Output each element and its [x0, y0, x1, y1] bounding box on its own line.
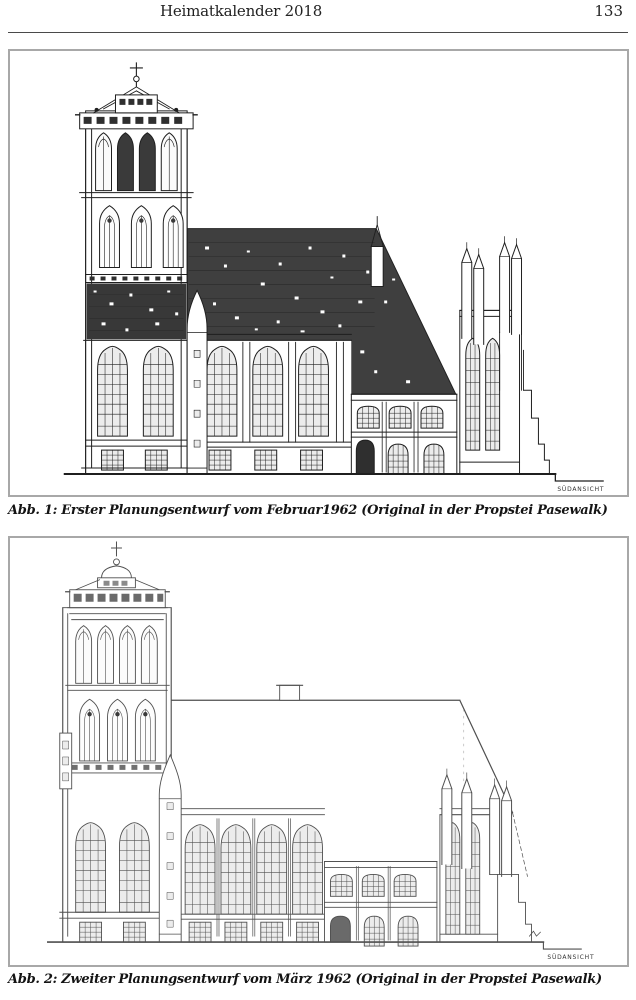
running-header-title: Heimatkalender 2018	[159, 2, 323, 20]
figure-2-frame	[8, 536, 629, 967]
annex-door	[356, 440, 374, 474]
drawing-2-ink-layer	[48, 542, 595, 961]
tower-cross-finial	[130, 63, 142, 87]
stepped-buttress	[524, 390, 550, 474]
figure-2-caption: Abb. 2: Zweiter Planungsentwurf vom März 1962 (Original in der Propstei Pasewalk)	[8, 972, 602, 987]
sudansicht-label: SÜDANSICHT	[557, 486, 605, 494]
drawing-1-ink-layer	[65, 63, 605, 493]
figure-1-frame	[8, 49, 629, 497]
church-south-elevation-drawing-1	[10, 51, 627, 495]
sudansicht-label: SÜDANSICHT	[547, 954, 595, 962]
chimney	[280, 685, 300, 700]
tower-hatched-band	[87, 283, 187, 339]
stepped-buttress	[512, 874, 532, 942]
tower-cross-finial	[112, 542, 122, 556]
stair-turret	[159, 755, 181, 942]
church-south-elevation-drawing-2	[10, 538, 627, 965]
figure-1-caption: Abb. 1: Erster Planungsentwurf vom Februar1962 (Original in der Propstei Pasewalk)	[8, 503, 608, 518]
annex-door	[330, 916, 350, 942]
header-rule	[8, 32, 628, 33]
page-number: 133	[594, 2, 623, 20]
